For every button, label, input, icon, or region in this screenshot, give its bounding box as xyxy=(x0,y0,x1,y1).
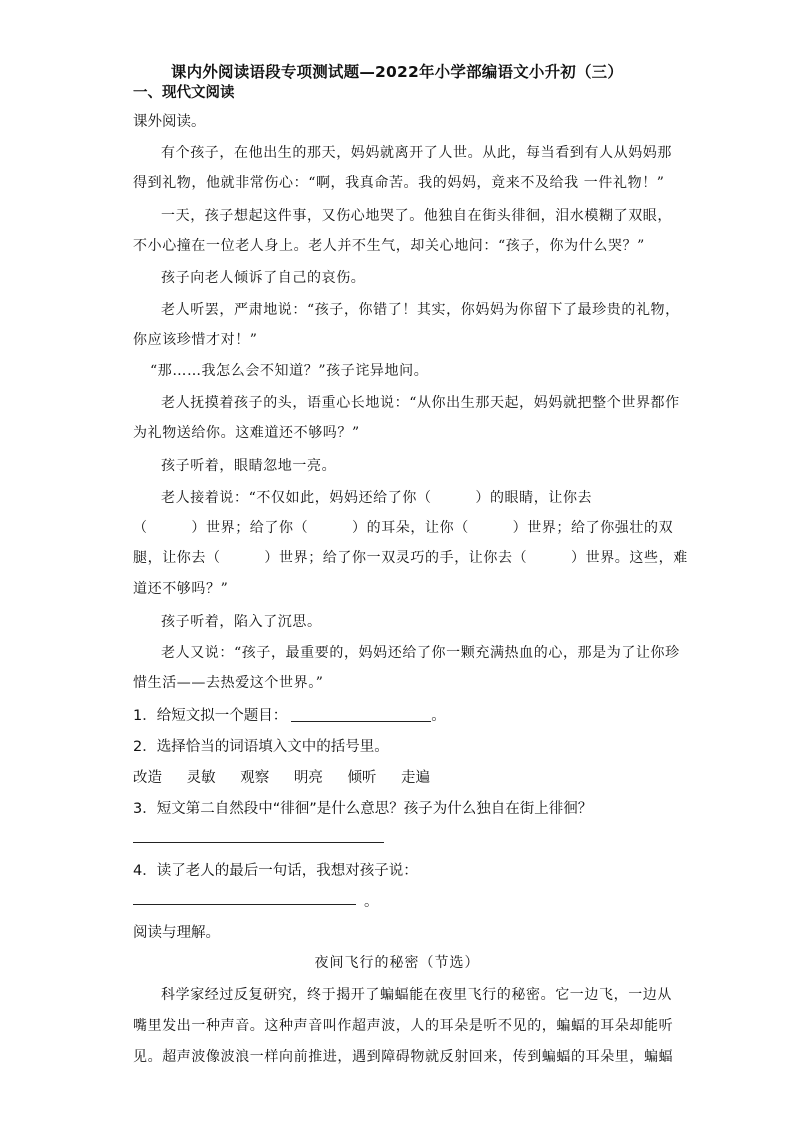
word-option: 改造 xyxy=(133,770,162,786)
passage1-line: 惜生活——去热爱这个世界。” xyxy=(133,675,324,691)
answer-blank-4[interactable] xyxy=(133,904,356,905)
answer-blank-3[interactable] xyxy=(133,842,384,843)
passage1-line: 老人抚摸着孩子的头，语重心长地说：“从你出生那天起，妈妈就把整个世界都作 xyxy=(161,395,680,411)
passage1-line: 孩子听着，陷入了沉思。 xyxy=(161,614,322,630)
word-option: 倾听 xyxy=(347,770,377,786)
passage1-line: （ ）世界；给了你（ ）的耳朵，让你（ ）世界；给了你强壮的双 xyxy=(133,520,674,536)
passage2-intro: 阅读与理解。 xyxy=(133,925,220,941)
passage1-line: 孩子向老人倾诉了自己的哀伤。 xyxy=(161,270,366,286)
passage1-line: 一天，孩子想起这件事，又伤心地哭了。他独自在街头徘徊，泪水模糊了双眼， xyxy=(161,208,672,224)
question-1-end: 。 xyxy=(431,708,446,724)
question-1 xyxy=(133,704,446,725)
word-option: 灵敏 xyxy=(186,770,216,786)
word-options xyxy=(133,766,450,787)
passage1-line: 老人接着说：“不仅如此，妈妈还给了你（ ）的眼睛，让你去 xyxy=(161,490,593,506)
passage2-line: 见。超声波像波浪一样向前推进，遇到障碍物就反射回来，传到蝙蝠的耳朵里，蝙蝠 xyxy=(133,1049,674,1065)
passage1-intro: 课外阅读。 xyxy=(133,114,206,130)
passage1-line: 你应该珍惜才对！” xyxy=(133,332,258,348)
passage1-line: 有个孩子，在他出生的那天，妈妈就离开了人世。从此，每当看到有人从妈妈那 xyxy=(161,145,672,161)
passage1-line: 得到礼物，他就非常伤心：“啊，我真命苦。我的妈妈，竟来不及给我 一件礼物！” xyxy=(133,175,665,191)
question-4-end: 。 xyxy=(364,894,379,910)
word-option: 走遍 xyxy=(401,770,431,786)
question-3: 3．短文第二自然段中“徘徊”是什么意思？孩子为什么独自在街上徘徊？ xyxy=(133,801,593,817)
passage1-line: 道还不够吗？” xyxy=(133,581,229,597)
passage1-line: 老人听罢，严肃地说：“孩子，你错了！其实，你妈妈为你留下了最珍贵的礼物， xyxy=(161,302,680,318)
page-title: 课内外阅读语段专项测试题—2022年小学部编语文小升初（三） xyxy=(170,63,624,81)
answer-blank-1[interactable] xyxy=(291,707,431,722)
word-option: 明亮 xyxy=(293,770,323,786)
passage1-line: 腿，让你去（ ）世界；给了你一双灵巧的手，让你去（ ）世界。这些，难 xyxy=(133,550,688,566)
passage2-line: 嘴里发出一种声音。这种声音叫作超声波，人的耳朵是听不见的，蝙蝠的耳朵却能听 xyxy=(133,1018,674,1034)
passage1-line: 孩子听着，眼睛忽地一亮。 xyxy=(161,458,337,474)
question-2: 2．选择恰当的词语填入文中的括号里。 xyxy=(133,739,389,755)
passage1-line: 不小心撞在一位老人身上。老人并不生气，却关心地问：“孩子，你为什么哭？” xyxy=(133,238,645,254)
passage2-title: 夜间飞行的秘密（节选） xyxy=(314,955,480,971)
word-option: 观察 xyxy=(240,770,270,786)
question-1-text: 1．给短文拟一个题目： xyxy=(133,708,288,724)
passage1-line: 为礼物送给你。这难道还不够吗？” xyxy=(133,425,360,441)
question-4: 4．读了老人的最后一句话，我想对孩子说： xyxy=(133,863,418,879)
section-heading: 一、现代文阅读 xyxy=(133,85,235,101)
passage1-line: “那……我怎么会不知道？”孩子诧异地问。 xyxy=(150,363,429,379)
passage2-line: 科学家经过反复研究，终于揭开了蝙蝠能在夜里飞行的秘密。它一边飞，一边从 xyxy=(161,987,672,1003)
passage1-line: 老人又说：“孩子，最重要的，妈妈还给了你一颗充满热血的心，那是为了让你珍 xyxy=(161,645,680,661)
